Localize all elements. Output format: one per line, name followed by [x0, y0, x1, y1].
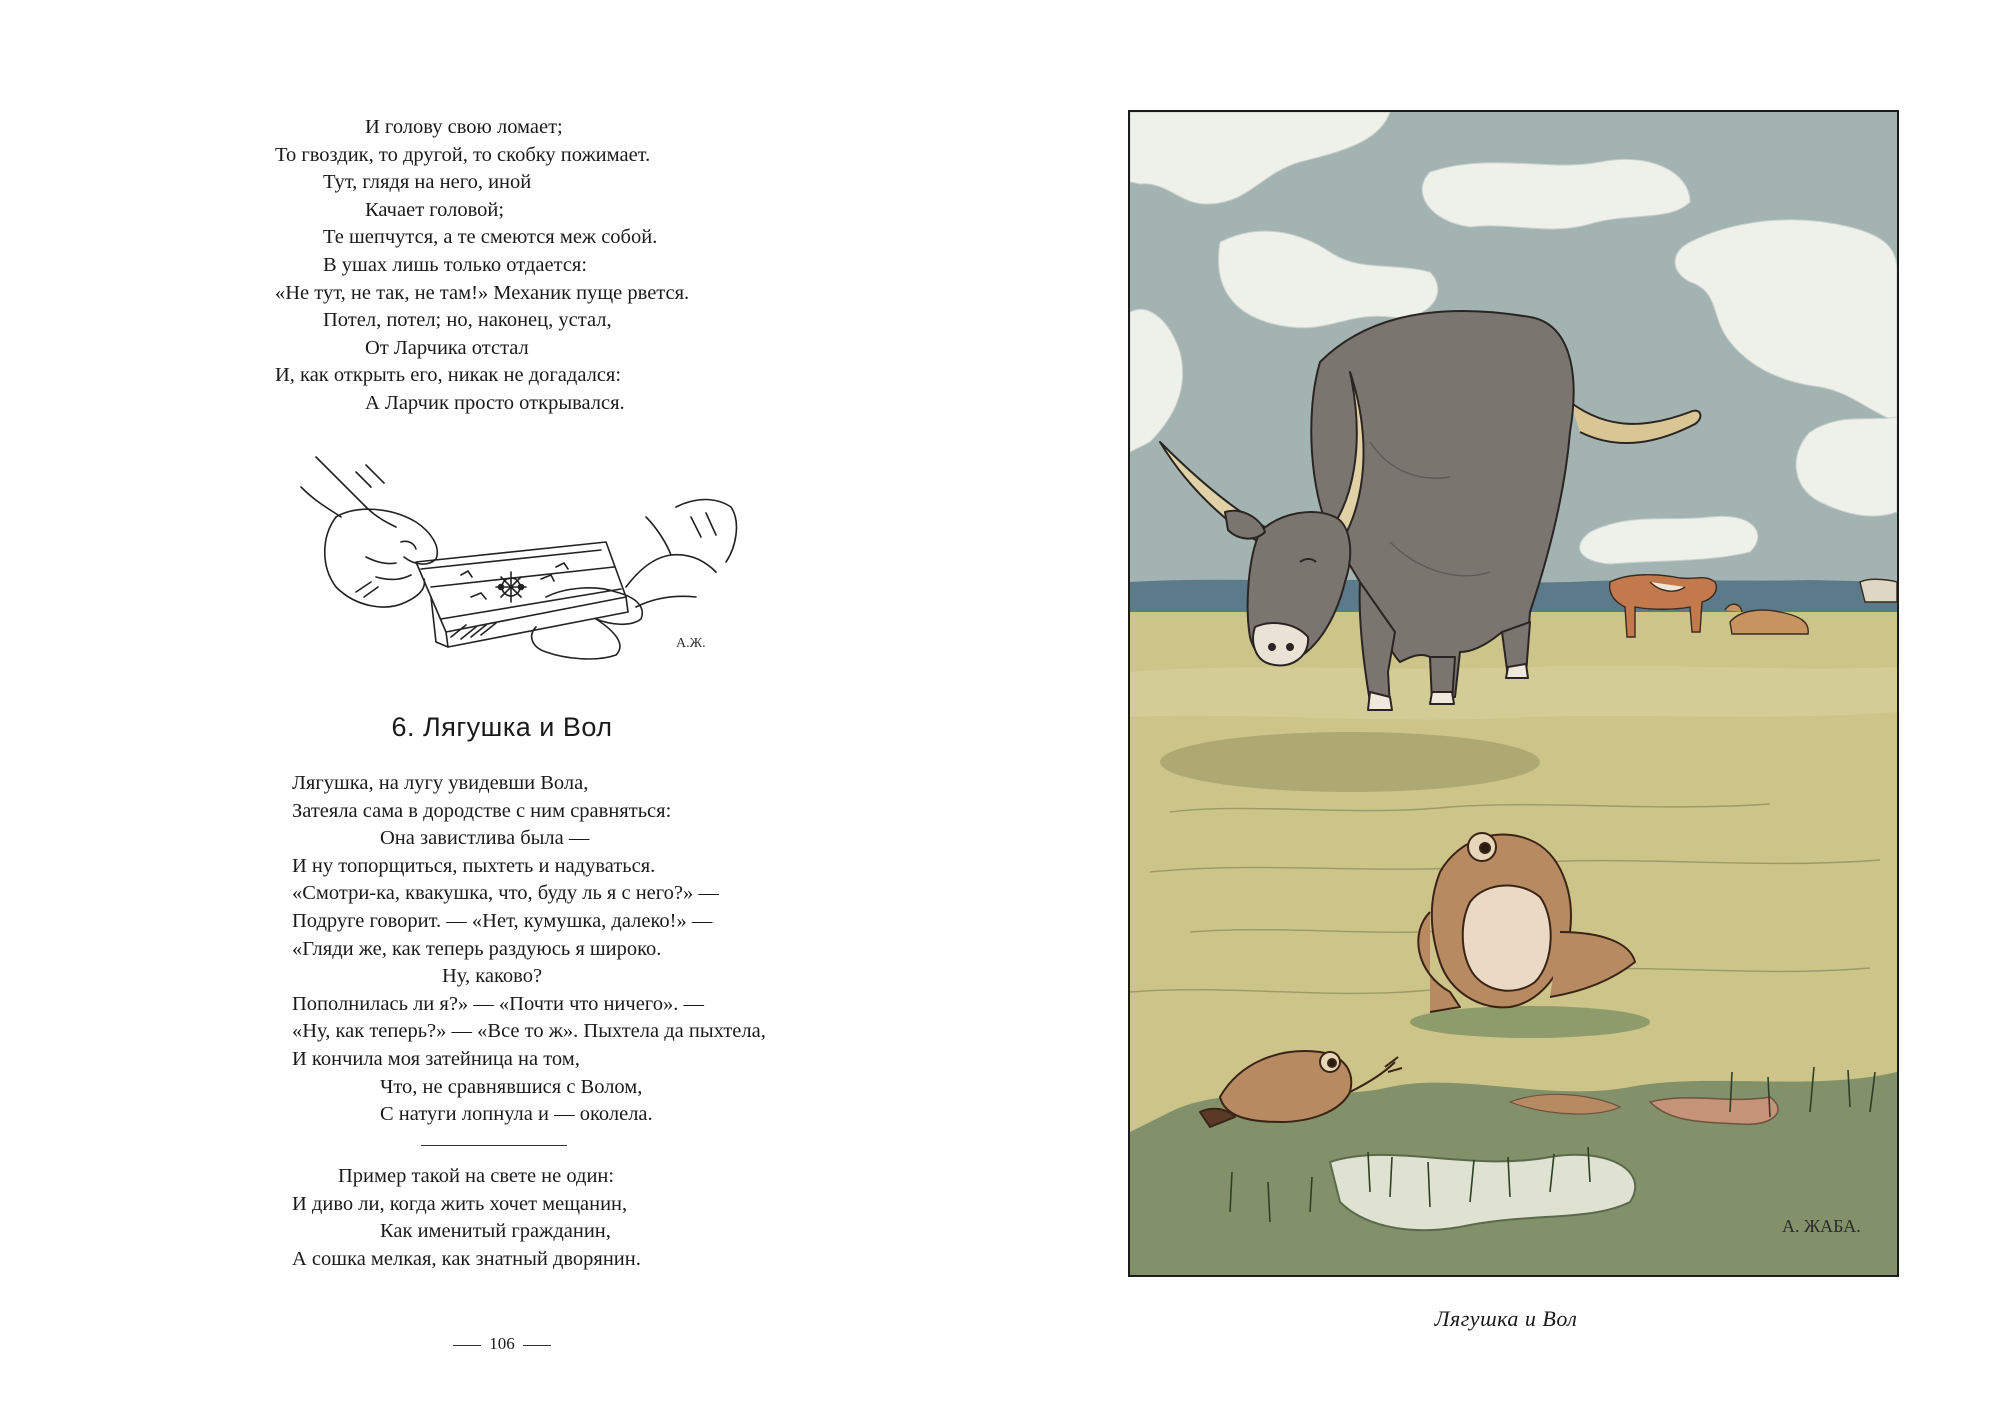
- illustration-caption: Лягушка и Вол: [1434, 1306, 1578, 1331]
- ox-shadow: [1160, 732, 1540, 792]
- verse-line: Подруге говорит. — «Нет, кумушка, далеко!» —: [292, 909, 713, 932]
- verse-line: И голову свою ломает;: [365, 116, 563, 138]
- verse-line: И диво ли, когда жить хочет мещанин,: [292, 1192, 628, 1215]
- plate-signature: А. ЖАБА.: [1782, 1216, 1861, 1236]
- page-number-dash: [453, 1345, 481, 1346]
- verse-line: «Гляди же, как теперь раздуюсь я широко.: [292, 937, 662, 960]
- verse-line: Качает головой;: [365, 198, 505, 221]
- moral-verse: [292, 1163, 641, 1273]
- verse-line: «Не тут, не так, не там!» Механик пуще рвется.: [275, 281, 690, 304]
- fable-verse: [292, 770, 766, 1129]
- svg-text:А.Ж.: А.Ж.: [676, 636, 706, 651]
- verse-line: То гвоздик, то другой, то скобку пожимает.: [275, 143, 651, 166]
- verse-line: И ну топорщиться, пыхтеть и надуваться.: [292, 854, 656, 877]
- verse-line: Пополнилась ли я?» — «Почти что ничего». —: [292, 992, 704, 1015]
- verse-line: Ну, каково?: [442, 965, 543, 988]
- fable-title: 6. Лягушка и Вол: [391, 712, 613, 742]
- page-number: [0, 1334, 1004, 1354]
- verse-line: И кончила моя затейница на том,: [292, 1047, 580, 1070]
- illustration-scene: [1130, 112, 1897, 1275]
- frog-and-ox-illustration: [1128, 110, 1899, 1277]
- verse-line: А сошка мелкая, как знатный дворянин.: [292, 1247, 641, 1270]
- verse-line: «Смотри-ка, квакушка, что, буду ль я с него?» —: [292, 882, 719, 905]
- verse-line: Пример такой на свете не один:: [338, 1165, 615, 1187]
- verse-line: С натуги лопнула и — околела.: [380, 1103, 653, 1126]
- verse-line: Те шепчутся, а те смеются меж собой.: [323, 226, 658, 249]
- page-number-dash: [523, 1345, 551, 1346]
- verse-line: И, как открыть его, никак не догадался:: [275, 364, 622, 387]
- verse-line: От Ларчика отстал: [365, 336, 529, 359]
- verse-continuation: [275, 114, 689, 418]
- verse-line: Что, не сравнявшися с Волом,: [380, 1075, 643, 1098]
- verse-line: Она завистлива была —: [380, 827, 590, 850]
- verse-line: «Ну, как теперь?» — «Все то ж». Пыхтела да пыхтела,: [292, 1020, 766, 1043]
- hands-opening-casket-drawing: [296, 447, 746, 672]
- verse-line: Как именитый гражданин,: [380, 1220, 611, 1243]
- verse-line: В ушах лишь только отдается:: [323, 253, 588, 276]
- page-number-text: 106: [489, 1334, 515, 1353]
- verse-line: Лягушка, на лугу увидевши Вола,: [292, 772, 589, 794]
- right-page: [1004, 0, 2008, 1417]
- section-divider: [421, 1145, 567, 1146]
- verse-line: Тут, глядя на него, иной: [323, 171, 532, 194]
- verse-line: Потел, потел; но, наконец, устал,: [323, 309, 612, 332]
- verse-line: А Ларчик просто открывался.: [365, 391, 625, 414]
- verse-line: Затеяла сама в дородстве с ним сравняться:: [292, 799, 672, 822]
